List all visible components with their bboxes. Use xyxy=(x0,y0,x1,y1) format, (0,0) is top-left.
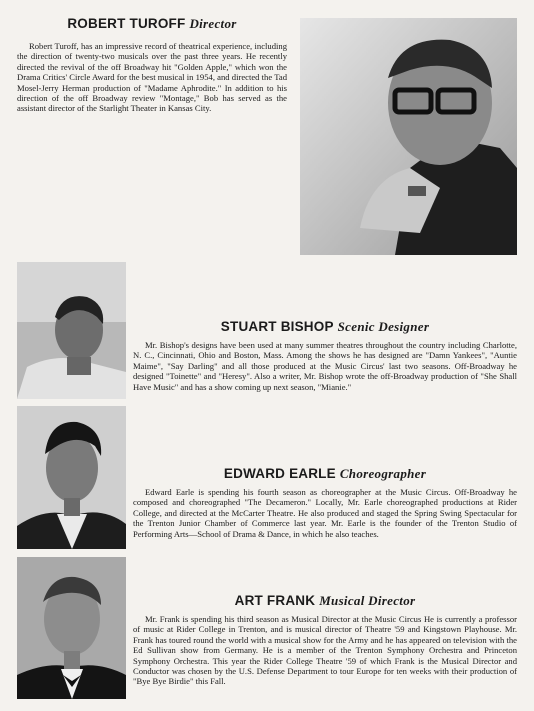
bishop-photo xyxy=(17,262,126,399)
frank-name: ART FRANK xyxy=(234,593,316,608)
frank-section xyxy=(133,593,517,687)
frank-role: Musical Director xyxy=(319,593,416,608)
turoff-name: ROBERT TUROFF xyxy=(67,16,186,31)
bishop-role: Scenic Designer xyxy=(337,319,430,334)
frank-bio: Mr. Frank is spending his third season as Musical Director at the Music Circus He is currently a professor of music at Rider College in Trenton, and is musical director of Theatre '59 and Kingstown Playhouse. Mr. Frank has toured round the world with a musical show for the Army and he has appeared on television with the Ed Sullivan show from Germany. He is a member of the Trenton Symphony Orchestra and Princeton Symphony Orchestra. This year the Rider College Theatre '59 of which Frank is the Musical Director and Conductor was chosen by the U.S. Defense Department to tour Europe for ten weeks with their production of "Bye Bye Birdie" this Fall. xyxy=(133,614,517,687)
bishop-bio: Mr. Bishop's designs have been used at many summer theatres throughout the country including Charlotte, N. C., Cincinnati, Ohio and Boston, Mass. Among the shows he has designed are "Damn Yankees", "Auntie Maime", "Say Darling" and all those produced at the Music Circus' last two seasons. Off-Broadway he designed "Toinette" and "Heresy". Also a writer, Mr. Bishop wrote the off-Broadway production of "She Shall Have Music" and has a show coming up next season, "Mianie." xyxy=(133,340,517,392)
turoff-heading xyxy=(17,16,287,32)
frank-photo xyxy=(17,557,126,699)
bishop-heading xyxy=(133,319,517,335)
earle-name: EDWARD EARLE xyxy=(223,466,336,481)
bishop-name: STUART BISHOP xyxy=(220,319,334,334)
earle-section xyxy=(133,466,517,539)
earle-bio: Edward Earle is spending his fourth season as choreographer at the Music Circus. Off-Broadway he composed and choreographed "The Decameron." Locally, Mr. Earle choreographed productions at Rider College, and directed at the McCarter Theatre. He also produced and staged the Spring Swing Spectacular for the Trenton Junior Chamber of Commerce last year. Mr. Earle is the founder of the Trenton Studio of Performing Arts—School of Drama & Dance, in which he also teaches. xyxy=(133,487,517,539)
turoff-photo xyxy=(300,18,517,255)
turoff-role: Director xyxy=(189,16,237,31)
turoff-section xyxy=(17,16,287,114)
turoff-bio: Robert Turoff, has an impressive record of theatrical experience, including the direction of twenty-two musicals over the past three years. He recently directed the revival of the off Broadway hit "Golden Apple," which won the Drama Critics' Circle Award for the best musical in 1954, and directed the Tad Mosel-Jerry Herman production of "Madame Aphrodite." In addition to his direction of the off Broadway review "Montage," Bob has served as the assistant director of the Starlight Theater in Kansas City. xyxy=(17,41,287,114)
earle-role: Choreographer xyxy=(339,466,427,481)
frank-heading xyxy=(133,593,517,609)
bishop-section xyxy=(133,319,517,392)
earle-heading xyxy=(133,466,517,482)
earle-photo xyxy=(17,406,126,549)
